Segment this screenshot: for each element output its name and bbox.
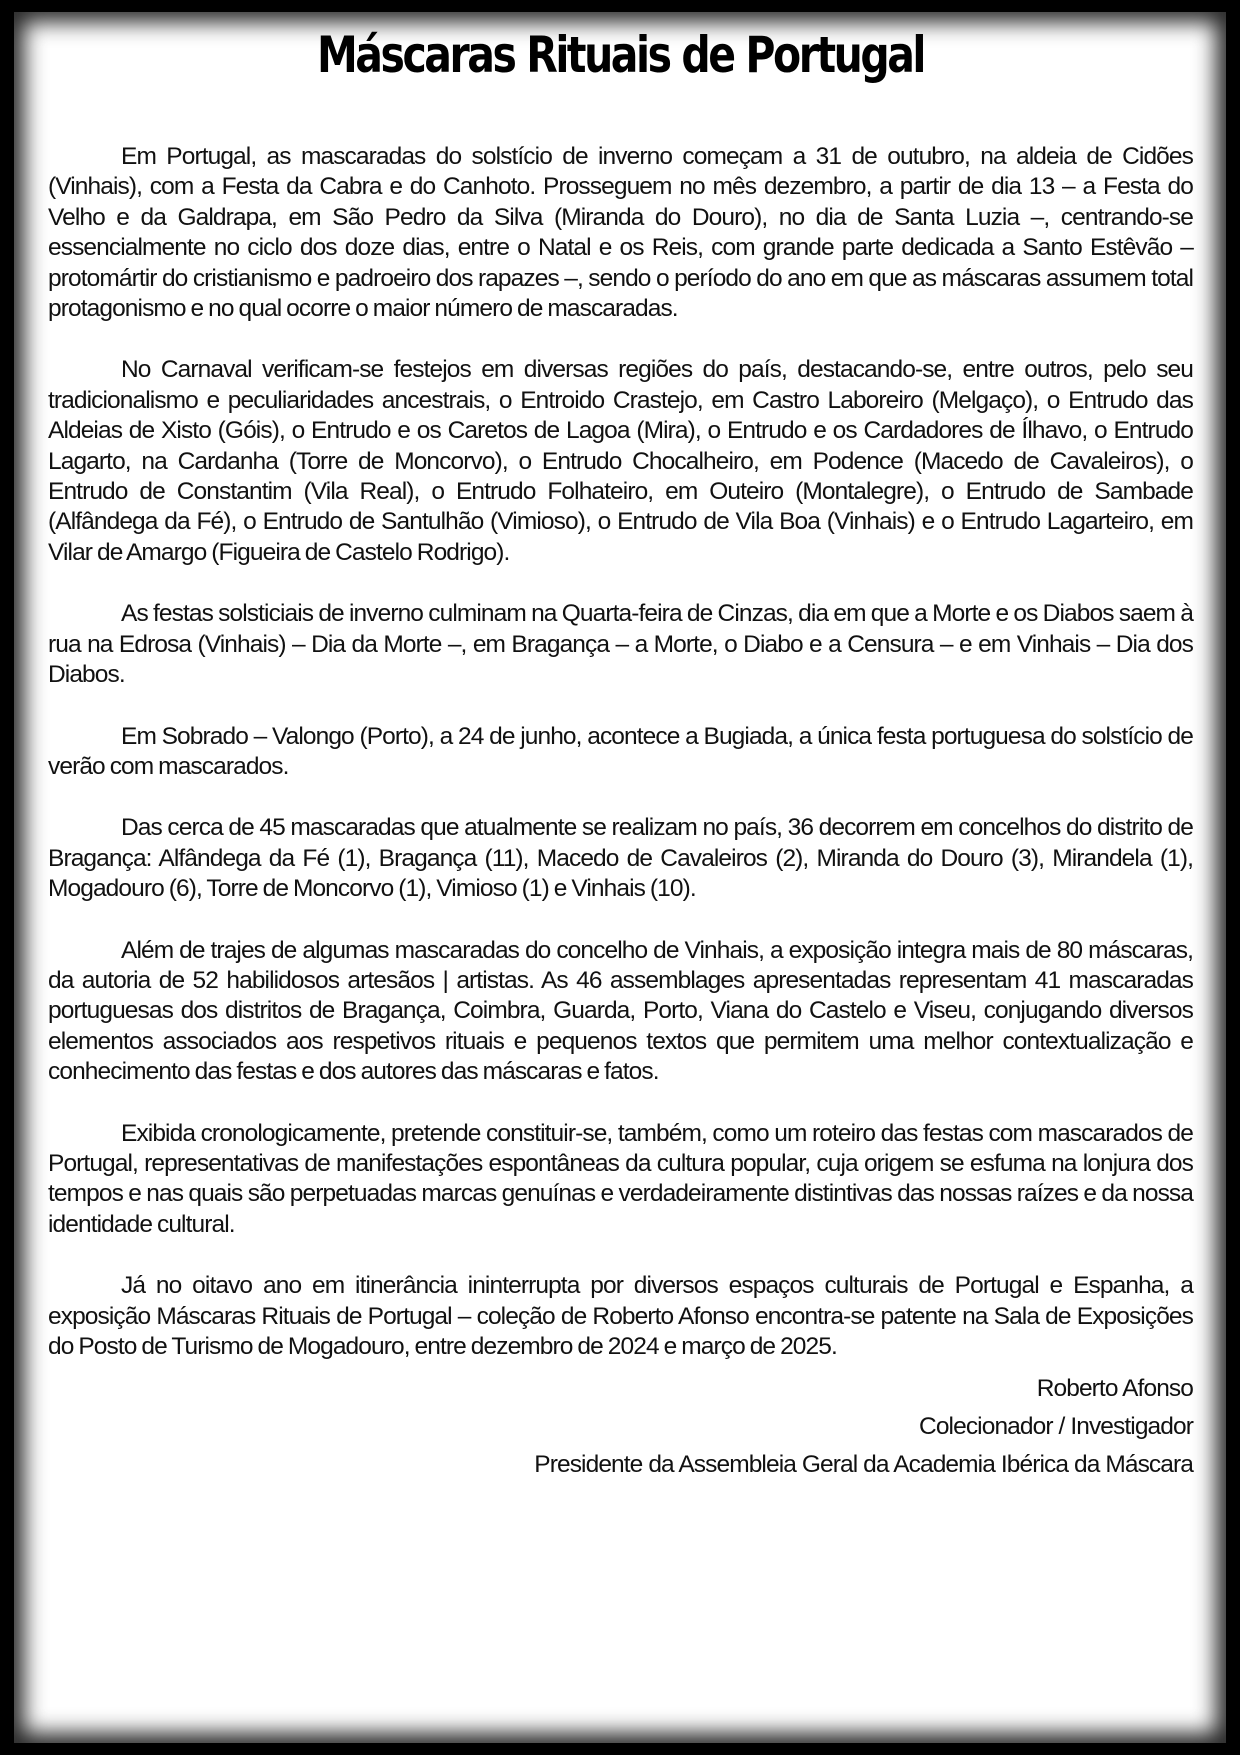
document-body: [48, 142, 1193, 1362]
paragraph-ash-wednesday: As festas solsticiais de inverno culminam na Quarta-feira de Cinzas, dia em que a Morte e os Diabos saem à rua na Edrosa (Vinhais) – Dia da Morte –, em Bragança – a Morte, o Diabo e a Censura – e em Vinhais – Dia dos Diabos.: [48, 600, 1193, 689]
signature-affiliation: Presidente da Assembleia Geral da Academia Ibérica da Máscara: [534, 1451, 1193, 1479]
paragraph-bugiada: Em Sobrado – Valongo (Porto), a 24 de junho, acontece a Bugiada, a única festa portuguesa do solstício de verão com mascarados.: [48, 722, 1193, 780]
paragraph-braganca-district: Das cerca de 45 mascaradas que atualmente se realizam no país, 36 decorrem em concelhos do distrito de Bragança: Alfândega da Fé (1), Bragança (11), Macedo de Cavaleiros (2), Miranda do Douro (3), Mirandela (1), Mogadouro (6), Torre de Moncorvo (1), Vimioso (1) e Vinhais (10).: [48, 814, 1193, 903]
paragraph-itinerancy: Já no oitavo ano em itinerância ininterrupta por diversos espaços culturais de Portugal e Espanha, a exposição Máscaras Rituais de Portugal – coleção de Roberto Afonso encontra-se patente na Sala de Exposições do Posto de Turismo de Mogadouro, entre dezembro de 2024 e março de 2025.: [48, 1272, 1193, 1360]
signature-name: Roberto Afonso: [1036, 1375, 1193, 1403]
paragraph-exhibition-contents: Além de trajes de algumas mascaradas do concelho de Vinhais, a exposição integra mais de 80 máscaras, da autoria de 52 habilidosos artesãos | artistas. As 46 assemblages apresentadas representam 41 mascaradas portuguesas dos distritos de Bragança, Coimbra, Guarda, Porto, Viana do Castelo e Viseu, conjugando diversos elementos associados aos respetivos rituais e pequenos textos que permitem uma melhor contextualização e conhecimento das festas e dos autores das máscaras e fatos.: [48, 936, 1193, 1086]
signature-role: Colecionador / Investigador: [919, 1413, 1193, 1441]
document-title: Máscaras Rituais de Portugal: [316, 26, 925, 84]
document-sheet: [14, 12, 1226, 1743]
paragraph-solstice-winter: Em Portugal, as mascaradas do solstício de inverno começam a 31 de outubro, na aldeia de Cidões (Vinhais), com a Festa da Cabra e do Canhoto. Prosseguem no mês dezembro, a partir de dia 13 – a Festa do Velho e da Galdrapa, em São Pedro da Silva (Miranda do Douro), no dia de Santa Luzia –, centrando-se essencialmente no ciclo dos doze dias, entre o Natal e os Reis, com grande parte dedicada a Santo Estêvão – protomártir do cristianismo e padroeiro dos rapazes –, sendo o período do ano em que as máscaras assumem total protagonismo e no qual ocorre o maior número de mascaradas.: [48, 143, 1193, 323]
signature-block: [48, 1370, 1193, 1484]
paragraph-chronology: Exibida cronologicamente, pretende constituir-se, também, como um roteiro das festas com mascarados de Portugal, representativas de manifestações espontâneas da cultura popular, cuja origem se esfuma na lonjura dos tempos e nas quais são perpetuadas marcas genuínas e verdadeiramente distintivas das nossas raízes e da nossa identidade cultural.: [48, 1119, 1193, 1238]
paragraph-carnival: No Carnaval verificam-se festejos em diversas regiões do país, destacando-se, entre outros, pelo seu tradicionalismo e peculiaridades ancestrais, o Entroido Crastejo, em Castro Laboreiro (Melgaço), o Entrudo das Aldeias de Xisto (Góis), o Entrudo e os Caretos de Lagoa (Mira), o Entrudo e os Cardadores de Ílhavo, o Entrudo Lagarto, na Cardanha (Torre de Moncorvo), o Entrudo Chocalheiro, em Podence (Macedo de Cavaleiros), o Entrudo de Constantim (Vila Real), o Entrudo Folhateiro, em Outeiro (Montalegre), o Entrudo de Sambade (Alfândega da Fé), o Entrudo de Santulhão (Vimioso), o Entrudo de Vila Boa (Vinhais) e o Entrudo Lagarteiro, em Vilar de Amargo (Figueira de Castelo Rodrigo).: [48, 356, 1193, 566]
